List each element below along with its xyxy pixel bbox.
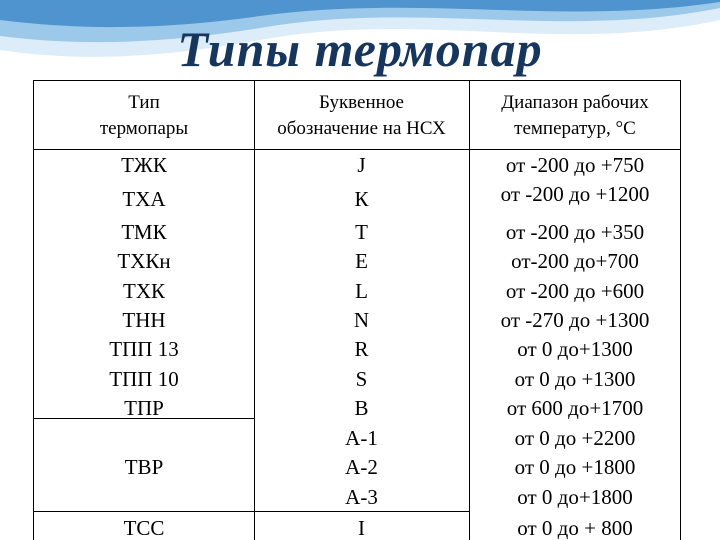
type-cell: ТПП 10 [109, 367, 179, 391]
type-cell: ТХА [122, 187, 166, 211]
code-cell: Е [355, 249, 368, 273]
header-range-line1: Диапазон рабочих [501, 92, 649, 113]
range-cell: от 0 до + 800 [517, 516, 633, 540]
range-cell: от -200 до +1200 [500, 182, 650, 206]
header-code-line1: Буквенное [319, 92, 404, 113]
row-divider [254, 511, 469, 512]
range-cell: от 600 до+1700 [506, 396, 644, 420]
range-cell: от 0 до+1300 [517, 337, 633, 361]
header-type-line1: Тип [128, 92, 160, 113]
range-cell: от -200 до +350 [505, 220, 645, 244]
row-divider [34, 511, 254, 512]
header-range-line2: температур, °С [514, 118, 636, 139]
code-cell: S [355, 367, 368, 391]
range-cell: от 0 до +2200 [514, 426, 636, 450]
code-cell: А-1 [345, 426, 378, 450]
type-cell: ТМК [121, 220, 167, 244]
header-type-line2: термопары [99, 118, 189, 139]
header-code [254, 87, 469, 145]
code-cell: А-2 [345, 455, 378, 479]
type-cell: ТЖК [121, 153, 167, 177]
range-cell: от -270 до +1300 [500, 308, 650, 332]
code-cell: Т [355, 220, 368, 244]
type-cell: ТВР [124, 455, 164, 479]
thermocouple-table [33, 80, 681, 540]
header-code-line2: обозначение на НСХ [277, 118, 446, 139]
code-cell: В [354, 396, 369, 420]
code-cell: J [357, 153, 366, 177]
type-cell: ТСС [123, 516, 165, 540]
code-cell: А-3 [345, 485, 378, 509]
range-cell: от-200 до+700 [511, 249, 639, 273]
range-cell: от -200 до +600 [505, 279, 645, 303]
range-cell: от 0 до+1800 [517, 485, 633, 509]
range-cell: от 0 до +1800 [514, 455, 636, 479]
header-range [469, 87, 681, 145]
range-cell: от 0 до +1300 [514, 367, 636, 391]
code-cell: К [354, 187, 369, 211]
code-cell: N [353, 308, 370, 332]
type-cell: ТПП 13 [109, 337, 179, 361]
code-cell: I [358, 516, 365, 540]
type-cell: ТПР [124, 396, 164, 420]
range-cell: от -200 до +750 [505, 153, 645, 177]
header-divider [34, 149, 680, 150]
type-cell: ТХК [123, 279, 165, 303]
code-cell: R [354, 337, 369, 361]
page-title: Типы термопар [177, 21, 543, 77]
header-type [34, 87, 254, 145]
type-cell: ТНН [122, 308, 166, 332]
code-cell: L [355, 279, 368, 303]
type-cell: ТХКн [117, 249, 171, 273]
